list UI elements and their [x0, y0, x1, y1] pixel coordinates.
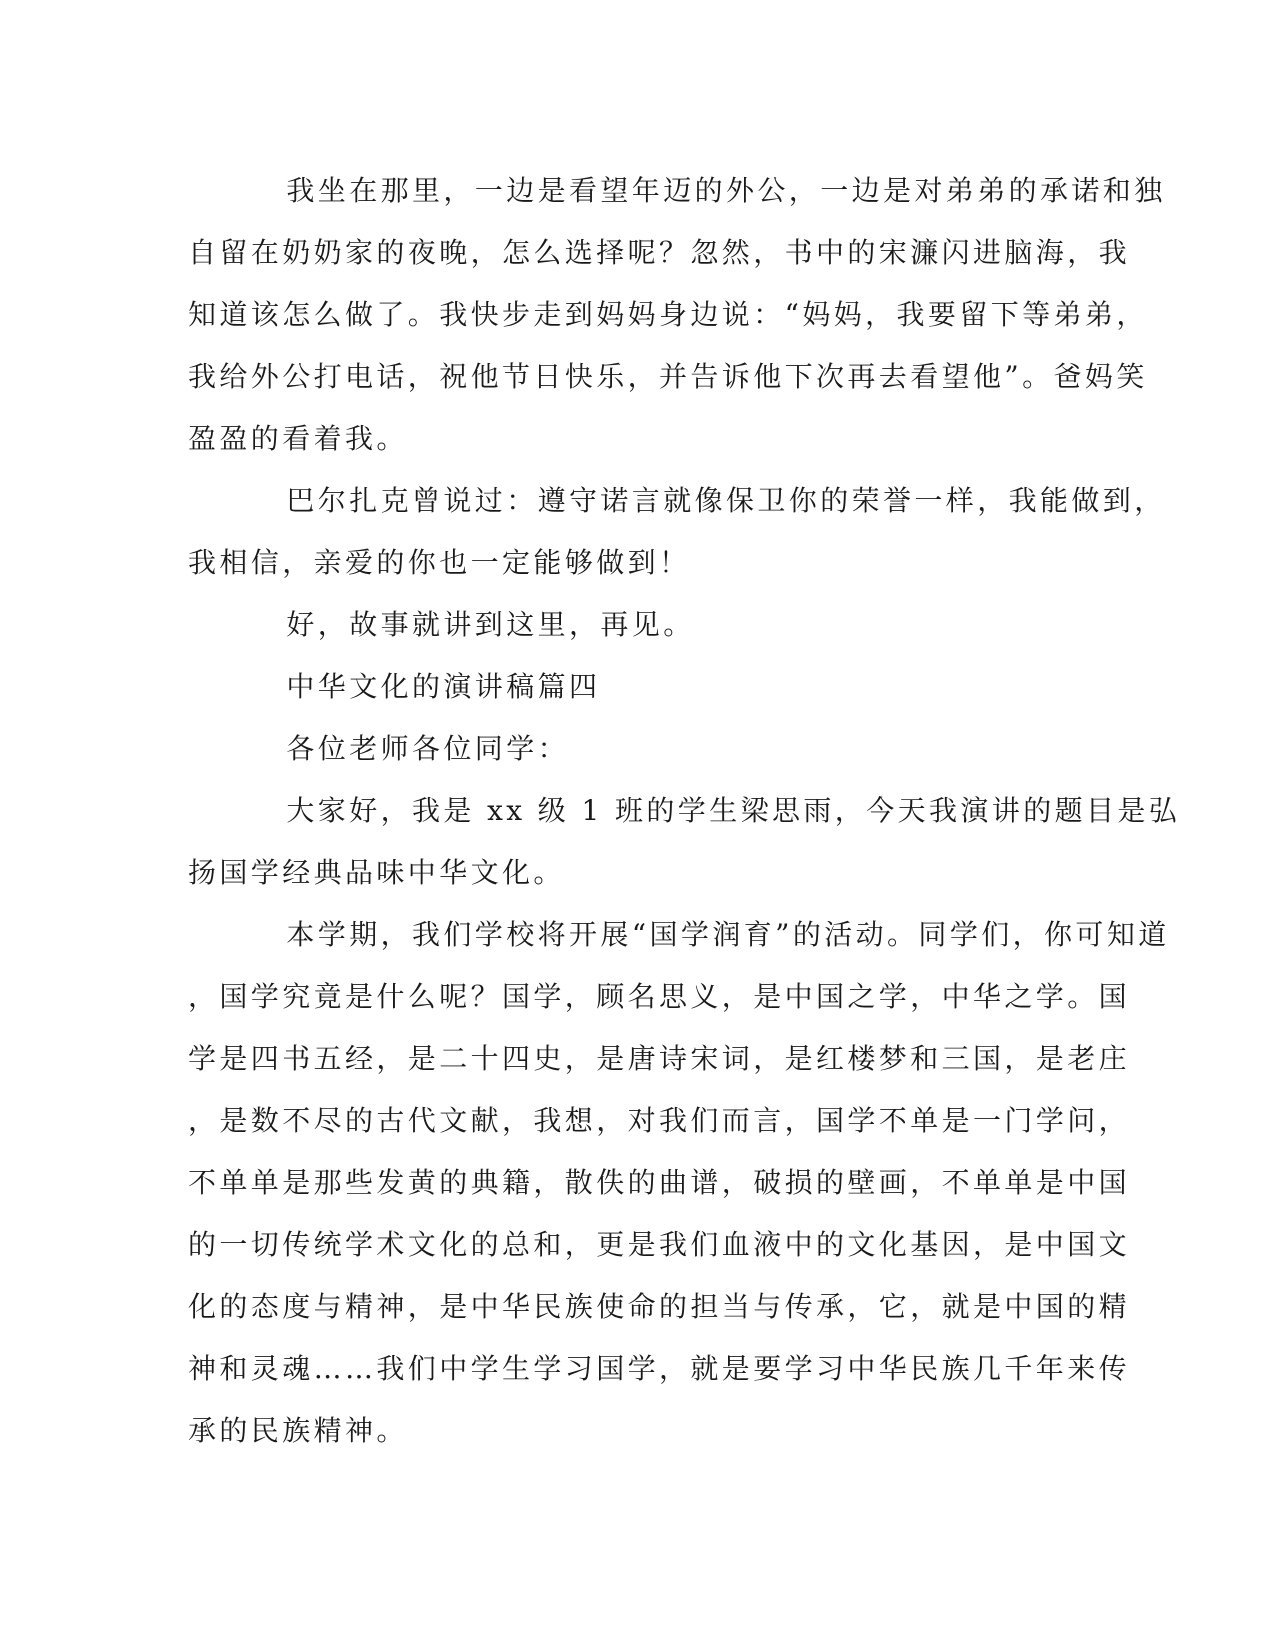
paragraph — [188, 656, 1068, 718]
text-line: 知道该怎么做了。我快步走到妈妈身边说：“妈妈，我要留下等弟弟， — [188, 298, 1148, 331]
text-line: 中华文化的演讲稿篇四 — [188, 670, 601, 703]
text-line: 本学期，我们学校将开展“国学润育”的活动。同学们，你可知道 — [188, 918, 1170, 951]
paragraph — [188, 594, 1068, 656]
document-body — [188, 160, 1181, 1462]
paragraph — [188, 470, 1166, 594]
text-line: 好，故事就讲到这里，再见。 — [188, 608, 695, 641]
text-line: 巴尔扎克曾说过：遵守诺言就像保卫你的荣誉一样，我能做到， — [188, 484, 1166, 517]
text-line: 自留在奶奶家的夜晚，怎么选择呢？忽然，书中的宋濂闪进脑海，我 — [188, 236, 1131, 269]
text-line: 盈盈的看着我。 — [188, 422, 408, 455]
text-line: 承的民族精神。 — [188, 1414, 408, 1447]
paragraph — [188, 780, 1181, 904]
text-line: 大家好，我是 xx 级 1 班的学生梁思雨，今天我演讲的题目是弘 — [188, 794, 1181, 827]
text-line: ，国学究竟是什么呢？国学，顾名思义，是中国之学，中华之学。国 — [188, 980, 1131, 1013]
text-line: 各位老师各位同学： — [188, 732, 570, 765]
paragraph — [188, 718, 1068, 780]
paragraph — [188, 904, 1170, 1462]
text-line: 的一切传统学术文化的总和，更是我们血液中的文化基因，是中国文 — [188, 1228, 1131, 1261]
text-line: 学是四书五经，是二十四史，是唐诗宋词，是红楼梦和三国，是老庄 — [188, 1042, 1131, 1075]
text-line: 化的态度与精神，是中华民族使命的担当与传承，它，就是中国的精 — [188, 1290, 1131, 1323]
text-line: 我给外公打电话，祝他节日快乐，并告诉他下次再去看望他”。爸妈笑 — [188, 360, 1148, 393]
text-line: 扬国学经典品味中华文化。 — [188, 856, 565, 889]
text-line: ，是数不尽的古代文献，我想，对我们而言，国学不单是一门学问， — [188, 1104, 1131, 1137]
text-line: 不单单是那些发黄的典籍，散佚的曲谱，破损的壁画，不单单是中国 — [188, 1166, 1131, 1199]
text-line: 神和灵魂……我们中学生学习国学，就是要学习中华民族几千年来传 — [188, 1352, 1131, 1385]
text-line: 我相信，亲爱的你也一定能够做到！ — [188, 546, 691, 579]
text-line: 我坐在那里，一边是看望年迈的外公，一边是对弟弟的承诺和独 — [188, 174, 1166, 207]
paragraph — [188, 160, 1166, 470]
